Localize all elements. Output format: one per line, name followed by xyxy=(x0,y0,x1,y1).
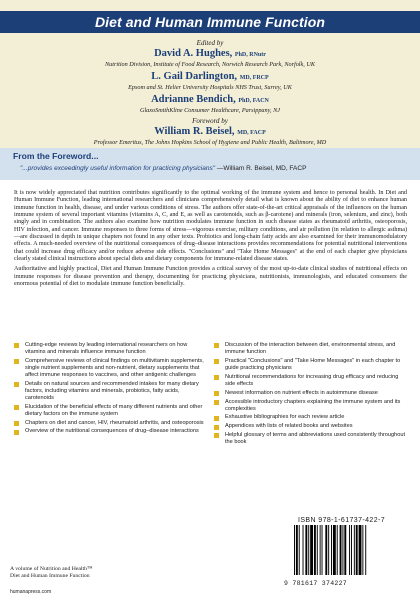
editor xyxy=(0,94,420,115)
barcode-bar xyxy=(328,525,329,575)
editor-affiliation: GlaxoSmithKline Consumer Healthcare, Parsippany, NJ xyxy=(139,107,280,114)
barcode-bar xyxy=(308,525,309,575)
barcode-bar xyxy=(356,525,358,575)
editor-credentials: MD, FRCP xyxy=(239,75,269,81)
description xyxy=(14,190,407,291)
editor-credentials: PhD, RNutr xyxy=(234,52,266,58)
series-title: Diet and Human Immune Function xyxy=(10,573,90,579)
feature-item: Accessible introductory chapters explaining the immune system and its complexities xyxy=(214,399,409,413)
barcode-bar xyxy=(362,525,363,575)
barcode-bar xyxy=(320,525,321,575)
feature-item: Newest information on nutrient effects in autoimmune disease xyxy=(214,390,409,397)
foreword-author-affiliation: Professor Emeritus, The Johns Hopkins School of Hygiene and Public Health, Baltimore, MD xyxy=(93,139,327,146)
barcode-bar xyxy=(305,525,307,575)
foreword-quote xyxy=(20,165,415,172)
feature-item: Elucidation of the beneficial effects of many different nutrients and other dietary factors on the immune system xyxy=(14,404,204,418)
publisher-website: humanapress.com xyxy=(10,589,52,595)
description-paragraph: It is now widely appreciated that nutrition contributes significantly to the optimal working of the immune system and hence to personal health. In Diet and Human Immune Function, leading international researchers and clinicians comprehensively detail what is known about the ability of diet to enhance human immune function in health, disease, and under various conditions of stress. The authors offer state-of-the-art critical appraisals of the influences on the human immune system of several important vitamins (vitamins A, C, and E, as well as carotenoids, such as β-carotene) and minerals (iron, selenium, and zinc), both singly and in combination. The authors also examine how nutrition modulates immune function in such disease states as rheumatoid arthritis, osteoporosis, HIV infection, and cancer. Immune responses to three forms of stress—vigorous exercise, military conditions, and air pollution (in relation to allergic asthma)—are discussed in depth in unique chapters not found in any other texts. Probiotics and long-chain fatty acids are also examined for their immunomodulatory effects. A much-needed overview of the nutritional consequences of drug–disease interactions provides recommendations for potential nutritional interventions that could increase drug efficacy and/or reduce adverse side effects. "Conclusions" and "Take Home Messages" at the end of each chapter give physicians clearly stated clinical instructions about special diets and dietary components for immune-related disease states. xyxy=(14,190,407,263)
barcode-bar xyxy=(299,525,300,575)
feature-item: Helpful glossary of terms and abbreviations used consistently throughout the book xyxy=(214,432,409,446)
barcode-bar xyxy=(317,525,318,575)
barcode-bar xyxy=(325,525,327,575)
editor-name: L. Gail Darlington, xyxy=(151,71,238,82)
series-line: A volume of Nutrition and Health™ xyxy=(10,566,93,572)
barcode-bar xyxy=(344,525,346,575)
feature-item: Cutting-edge reviews by leading international researchers on how vitamins and minerals influence immune function xyxy=(14,342,204,356)
barcode-bar xyxy=(296,525,298,575)
feature-item: Discussion of the interaction between diet, environmental stress, and immune function xyxy=(214,342,409,356)
barcode-image xyxy=(292,525,404,575)
features-right-list xyxy=(214,342,409,448)
foreword-author-credentials: MD, FACP xyxy=(237,130,266,136)
foreword-author-name: William R. Beisel, xyxy=(154,126,235,137)
feature-item: Comprehensive reviews of clinical findings on multivitamin supplements, single nutrient supplements and non-nutrient, dietary supplements that affect immune responses to vaccines, and other antigenic challenges xyxy=(14,358,204,379)
barcode-bar xyxy=(322,525,323,575)
barcode-bar xyxy=(359,525,362,575)
feature-item: Details on natural sources and recommended intakes for many dietary factors, including vitamins and minerals, probiotics, fatty acids, carotenoids xyxy=(14,381,204,402)
foreword-quote-box xyxy=(0,148,420,180)
book-title: Diet and Human Immune Function xyxy=(94,14,326,30)
barcode-bar xyxy=(331,525,332,575)
foreword-by-label: Foreword by xyxy=(192,117,228,125)
editor xyxy=(0,71,420,92)
editor-affiliation: Epsom and St. Helier University Hospitals NHS Trust, Surrey, UK xyxy=(128,84,292,91)
feature-item: Nutritional recommendations for increasing drug efficacy and reducing side effects xyxy=(214,374,409,388)
barcode-bar xyxy=(333,525,336,575)
foreword-heading: From the Foreword... xyxy=(13,151,99,161)
feature-item: Practical "Conclusions" and "Take Home Messages" in each chapter to guide practicing physicians xyxy=(214,358,409,372)
features-left-list xyxy=(14,342,204,437)
barcode-digits: 9 781617 374227 xyxy=(284,580,348,587)
barcode-bar xyxy=(342,525,343,575)
feature-item: Chapters on diet and cancer, HIV, rheumatoid arthritis, and osteoporosis xyxy=(14,420,204,427)
barcode-bar xyxy=(310,525,313,575)
barcode-block xyxy=(270,517,410,590)
editor-name: Adrianne Bendich, xyxy=(151,94,236,105)
barcode-bar xyxy=(354,525,355,575)
barcode-bar xyxy=(340,525,342,575)
barcode-bar xyxy=(314,525,316,575)
series-note xyxy=(10,566,93,580)
barcode-bar xyxy=(337,525,338,575)
editor-credentials: PhD, FACN xyxy=(238,98,269,104)
barcode-bar xyxy=(349,525,350,575)
editor xyxy=(0,48,420,69)
description-paragraph: Authoritative and highly practical, Diet and Human Immune Function provides a critical survey of the most up-to-date clinical studies of nutritional effects on immune responses for disease prevention and therapy, documenting for practicing physicians, nutritionists, immunologists, and educated consumers the enormous potential of diet to modulate immune function beneficially. xyxy=(14,266,407,288)
barcode-bar xyxy=(365,525,366,575)
title-bar xyxy=(0,11,420,33)
isbn: ISBN 978-1-61737-422-7 xyxy=(298,517,386,524)
barcode-bar xyxy=(351,525,352,575)
feature-item: Overview of the nutritional consequences of drug–disease interactions xyxy=(14,428,204,435)
editor-affiliation: Nutrition Division, Institute of Food Research, Norwich Research Park, Norfolk, UK xyxy=(105,61,315,68)
quote-text: "...provides exceedingly useful information for practicing physicians" xyxy=(20,165,216,172)
edited-by-label: Edited by xyxy=(196,39,224,47)
barcode-bar xyxy=(303,525,304,575)
feature-item: Appendices with lists of related books and websites xyxy=(214,423,409,430)
feature-item: Exhaustive bibliographies for each review article xyxy=(214,414,409,421)
editor-list xyxy=(0,48,420,149)
editor-name: David A. Hughes, xyxy=(154,48,233,59)
barcode-bar xyxy=(294,525,295,575)
foreword-author xyxy=(0,126,420,147)
quote-attribution: —William R. Beisel, MD, FACP xyxy=(215,165,307,172)
